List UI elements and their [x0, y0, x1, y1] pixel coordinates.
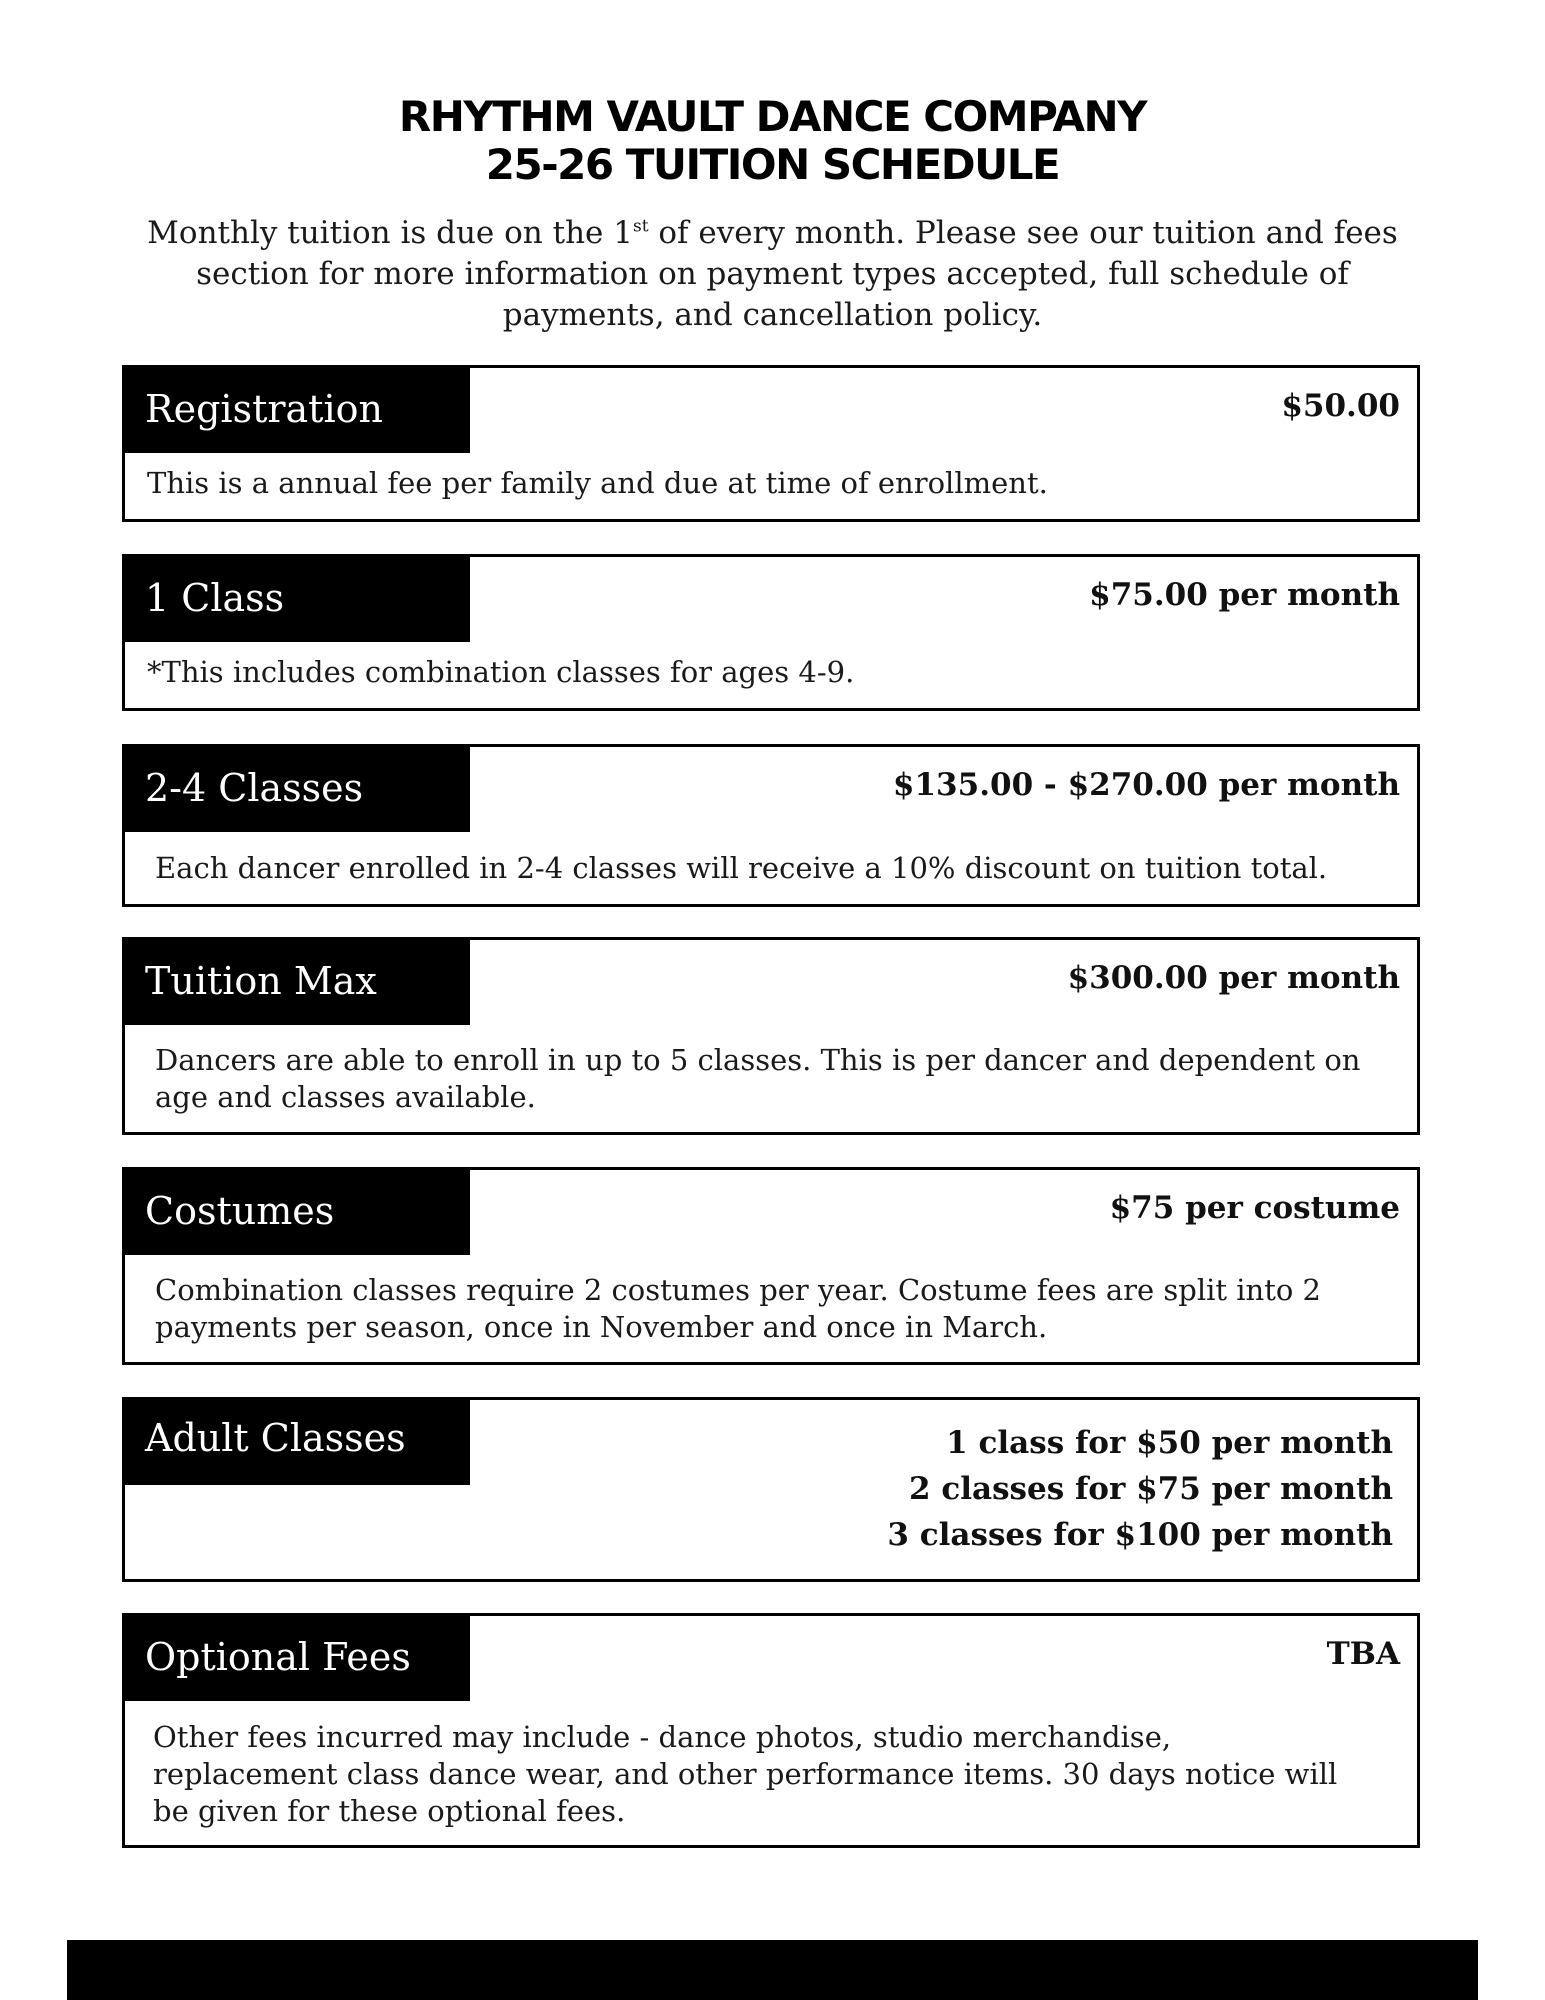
section-description: This is a annual fee per family and due at time of enrollment. [147, 466, 1048, 500]
section-description: Dancers are able to enroll in up to 5 classes. This is per dancer and dependent on age and classes available. [155, 1043, 1361, 1114]
company-name: RHYTHM VAULT DANCE COMPANY [398, 92, 1147, 141]
adult-price-item: 1 class for $50 per month [946, 1425, 1393, 1461]
intro-superscript: st [632, 216, 649, 237]
section-label: Tuition Max [122, 937, 470, 1025]
section-price: $135.00 - $270.00 per month [892, 767, 1400, 803]
section-one-class [122, 554, 1420, 711]
adult-price-item: 3 classes for $100 per month [887, 1517, 1393, 1553]
schedule-title: 25-26 TUITION SCHEDULE [485, 140, 1060, 189]
section-price: $75.00 per month [1089, 577, 1400, 613]
section-price: $75 per costume [1109, 1190, 1400, 1226]
section-two-to-four-classes [122, 744, 1420, 907]
section-optional-fees [122, 1613, 1420, 1848]
section-description: Each dancer enrolled in 2-4 classes will receive a 10% discount on tuition total. [155, 851, 1328, 885]
section-costumes [122, 1167, 1420, 1365]
section-label: Registration [122, 365, 470, 453]
footer-bar [67, 1940, 1478, 2000]
intro-text-start: Monthly tuition is due on the 1 [147, 215, 633, 251]
section-label: Optional Fees [122, 1613, 470, 1701]
section-description: Other fees incurred may include - dance photos, studio merchandise, replacement class dance wear, and other performance items. 30 days notice will be given for these optional fees. [153, 1720, 1338, 1828]
document-header [0, 93, 1545, 189]
section-description: Combination classes require 2 costumes per year. Costume fees are split into 2 payments per season, once in November and once in March. [155, 1273, 1321, 1344]
intro-paragraph [120, 213, 1425, 336]
section-label: Costumes [122, 1167, 470, 1255]
section-adult-classes [122, 1397, 1420, 1582]
section-price: $50.00 [1281, 388, 1400, 424]
intro-text-end: of every month. Please see our tuition and fees section for more information on payment types accepted, full schedule of payments, and cancellation policy. [196, 215, 1398, 333]
section-label: Adult Classes [122, 1397, 470, 1485]
section-price: $300.00 per month [1067, 960, 1400, 996]
section-price: TBA [1326, 1636, 1400, 1672]
adult-price-item: 2 classes for $75 per month [908, 1471, 1393, 1507]
section-registration [122, 365, 1420, 522]
adult-price-list [887, 1420, 1393, 1558]
section-description: *This includes combination classes for ages 4-9. [147, 655, 855, 689]
section-tuition-max [122, 937, 1420, 1135]
section-label: 2-4 Classes [122, 744, 470, 832]
section-label: 1 Class [122, 554, 470, 642]
